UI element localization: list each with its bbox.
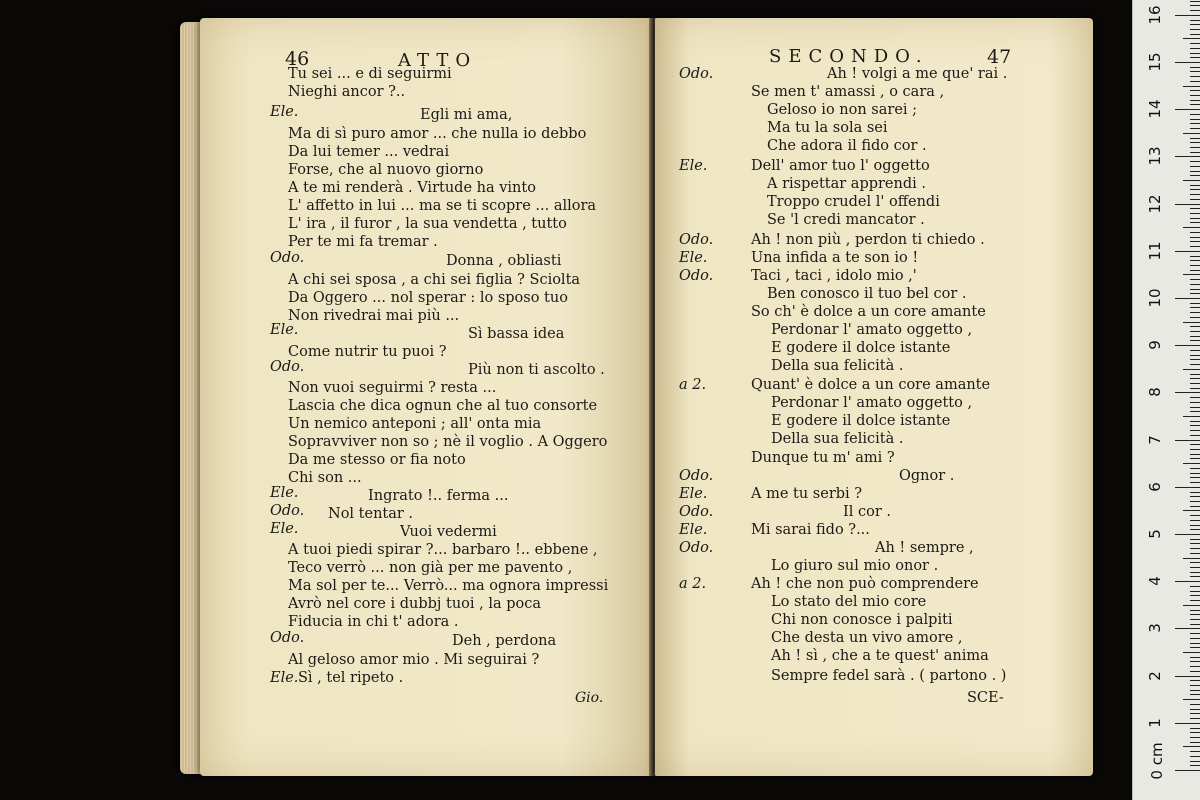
ruler-tick [1175, 581, 1200, 582]
text-line: L' affetto in lui ... ma se ti scopre ... allora [288, 198, 597, 214]
ruler-tick [1190, 633, 1200, 634]
ruler-tick [1190, 171, 1200, 172]
text-line: Ah ! sì , che a te quest' anima [771, 648, 989, 664]
speaker-label: Odo. [270, 630, 305, 646]
ruler-tick [1190, 166, 1200, 167]
ruler-tick [1175, 770, 1200, 771]
text-line: Vuoi vedermi [400, 524, 497, 540]
ruler-number: 5 [1146, 529, 1164, 539]
ruler-tick [1190, 477, 1200, 478]
ruler-tick [1190, 737, 1200, 738]
ruler-tick [1175, 156, 1200, 157]
ruler-tick [1190, 5, 1200, 6]
ruler-tick [1190, 189, 1200, 190]
ruler-tick [1190, 317, 1200, 318]
text-line: Ma di sì puro amor ... che nulla io debbo [288, 126, 587, 142]
ruler-tick [1190, 246, 1200, 247]
text-line: Ah ! volgi a me que' rai . [827, 66, 1008, 82]
ruler-number: 16 [1146, 5, 1164, 25]
text-line: Ma sol per te... Verrò... ma ognora impressi [288, 578, 609, 594]
ruler-tick [1175, 109, 1200, 110]
ruler-tick [1190, 307, 1200, 308]
text-line: Fiducia in chi t' adora . [288, 614, 459, 630]
ruler-tick [1183, 510, 1200, 511]
ruler-tick [1190, 67, 1200, 68]
text-line: Da lui temer ... vedrai [288, 144, 450, 160]
speaker-label: Odo. [679, 468, 714, 484]
ruler-number: 1 [1146, 718, 1164, 728]
ruler-tick [1190, 586, 1200, 587]
text-line: A me tu serbi ? [751, 486, 863, 502]
ruler-tick [1190, 661, 1200, 662]
ruler-tick [1175, 628, 1200, 629]
ruler-tick [1175, 204, 1200, 205]
text-line: Tu sei ... e di seguirmi [288, 66, 452, 82]
ruler-tick [1190, 751, 1200, 752]
ruler-tick [1190, 525, 1200, 526]
ruler-tick [1190, 482, 1200, 483]
ruler-tick [1190, 142, 1200, 143]
text-line: Ah ! che non può comprendere [751, 576, 979, 592]
text-line: Egli mi ama, [420, 107, 513, 123]
ruler-tick [1183, 699, 1200, 700]
ruler-tick [1190, 53, 1200, 54]
ruler-tick [1190, 515, 1200, 516]
text-line: Più non ti ascolto . [468, 362, 605, 378]
ruler-tick [1190, 402, 1200, 403]
ruler-tick [1183, 86, 1200, 87]
text-line: Non rivedrai mai più ... [288, 308, 460, 324]
ruler-number: 2 [1146, 670, 1164, 681]
ruler-tick [1190, 685, 1200, 686]
ruler-tick [1190, 742, 1200, 743]
text-line: Geloso io non sarei ; [767, 102, 918, 118]
ruler-tick [1190, 548, 1200, 549]
ruler-tick [1190, 81, 1200, 82]
page-number-left: 46 [285, 48, 310, 70]
ruler-tick [1190, 506, 1200, 507]
right-page [655, 18, 1093, 776]
ruler-tick [1190, 152, 1200, 153]
text-line: Della sua felicità . [771, 431, 904, 447]
ruler-tick [1190, 657, 1200, 658]
ruler-tick [1175, 15, 1200, 16]
ruler-tick [1190, 591, 1200, 592]
text-line: Perdonar l' amato oggetto , [771, 322, 973, 338]
page-header-left: ATTO [398, 50, 478, 71]
ruler-tick [1190, 435, 1200, 436]
text-line: Da me stesso or fia noto [288, 452, 466, 468]
ruler-tick [1190, 407, 1200, 408]
text-line: Il cor . [843, 504, 891, 520]
text-line: Taci , taci , idolo mio ,' [751, 268, 917, 284]
ruler-tick [1190, 468, 1200, 469]
ruler-tick [1190, 553, 1200, 554]
ruler-tick [1190, 397, 1200, 398]
text-line: Ben conosco il tuo bel cor . [767, 286, 967, 302]
ruler-tick [1190, 492, 1200, 493]
ruler-tick [1190, 595, 1200, 596]
text-line: Donna , obliasti [446, 253, 562, 269]
ruler-tick [1190, 732, 1200, 733]
ruler-tick [1190, 411, 1200, 412]
text-line: Forse, che al nuovo giorno [288, 162, 484, 178]
ruler-tick [1175, 345, 1200, 346]
ruler-tick [1175, 298, 1200, 299]
ruler-tick [1190, 147, 1200, 148]
text-line: Quant' è dolce a un core amante [751, 377, 991, 393]
text-line: Lo stato del mio core [771, 594, 927, 610]
ruler-tick [1190, 761, 1200, 762]
ruler-tick [1190, 138, 1200, 139]
ruler-tick [1190, 520, 1200, 521]
ruler-tick [1190, 199, 1200, 200]
text-line: Lo giuro sul mio onor . [771, 558, 939, 574]
text-line: Avrò nel core i dubbj tuoi , la poca [288, 596, 542, 612]
speaker-label: Odo. [679, 268, 714, 284]
speaker-label: Ele. [270, 485, 299, 501]
ruler-tick [1190, 312, 1200, 313]
ruler-tick [1190, 444, 1200, 445]
text-line: SCE- [967, 690, 1004, 706]
text-line: Chi non conosce i palpiti [771, 612, 953, 628]
text-line: Mi sarai fido ?... [751, 522, 870, 538]
ruler-tick [1175, 534, 1200, 535]
ruler-tick [1190, 765, 1200, 766]
ruler-number: 12 [1146, 194, 1164, 214]
text-line: Dell' amor tuo l' oggetto [751, 158, 930, 174]
text-line: Se men t' amassi , o cara , [751, 84, 945, 100]
ruler-tick [1190, 421, 1200, 422]
ruler-tick [1190, 161, 1200, 162]
ruler-tick [1190, 95, 1200, 96]
ruler-tick [1190, 529, 1200, 530]
ruler-tick [1190, 624, 1200, 625]
ruler-tick [1190, 100, 1200, 101]
ruler-tick [1183, 227, 1200, 228]
text-line: A tuoi piedi spirar ?... barbaro !.. ebbene , [288, 542, 598, 558]
text-line: Deh , perdona [452, 633, 557, 649]
ruler-tick [1190, 119, 1200, 120]
ruler-tick [1190, 303, 1200, 304]
ruler-tick [1175, 392, 1200, 393]
left-page [200, 18, 652, 776]
ruler-number: 4 [1146, 576, 1164, 586]
speaker-label: Odo. [679, 540, 714, 556]
ruler-tick [1190, 425, 1200, 426]
text-line: Sì , tel ripeto . [298, 670, 404, 686]
ruler-tick [1190, 20, 1200, 21]
text-line: Che desta un vivo amore , [771, 630, 963, 646]
ruler-tick [1190, 378, 1200, 379]
ruler-tick [1190, 713, 1200, 714]
text-line: E godere il dolce istante [771, 340, 951, 356]
speaker-label: Odo. [270, 503, 305, 519]
ruler-tick [1190, 293, 1200, 294]
text-line: E godere il dolce istante [771, 413, 951, 429]
ruler-tick [1183, 746, 1200, 747]
ruler-tick [1190, 562, 1200, 563]
page-number-right: 47 [987, 46, 1012, 68]
ruler-number: 15 [1146, 52, 1164, 72]
ruler-tick [1190, 350, 1200, 351]
ruler-tick [1190, 690, 1200, 691]
ruler-tick [1190, 10, 1200, 11]
text-line: Perdonar l' amato oggetto , [771, 395, 973, 411]
text-line: Per te mi fa tremar . [288, 234, 438, 250]
ruler-tick [1183, 558, 1200, 559]
speaker-label: a 2. [679, 377, 707, 393]
ruler-tick [1190, 709, 1200, 710]
ruler-tick [1190, 284, 1200, 285]
ruler-tick [1190, 175, 1200, 176]
text-line: Dunque tu m' ami ? [751, 450, 895, 466]
ruler-number: 3 [1146, 623, 1164, 634]
ruler-number: 7 [1146, 434, 1164, 445]
ruler-tick [1190, 643, 1200, 644]
ruler-tick [1183, 274, 1200, 275]
ruler-tick [1190, 265, 1200, 266]
ruler-tick [1183, 463, 1200, 464]
ruler-tick [1190, 237, 1200, 238]
ruler-tick [1183, 369, 1200, 370]
ruler-number: 11 [1146, 241, 1164, 261]
ruler-tick [1190, 213, 1200, 214]
ruler-tick [1190, 647, 1200, 648]
ruler-number: 9 [1146, 340, 1164, 350]
ruler-tick [1190, 473, 1200, 474]
ruler-tick [1190, 567, 1200, 568]
ruler-tick [1190, 114, 1200, 115]
ruler-tick [1183, 416, 1200, 417]
ruler-tick [1190, 104, 1200, 105]
ruler-tick [1190, 90, 1200, 91]
speaker-label: Ele. [679, 250, 708, 266]
ruler-number: 8 [1146, 387, 1164, 398]
ruler-tick [1190, 539, 1200, 540]
ruler-tick [1175, 440, 1200, 441]
page-header-right: SECONDO. [769, 46, 929, 67]
ruler-tick [1190, 71, 1200, 72]
ruler-tick [1190, 123, 1200, 124]
ruler-tick [1190, 289, 1200, 290]
text-line: Da Oggero ... nol sperar : lo sposo tuo [288, 290, 568, 306]
ruler-tick [1190, 388, 1200, 389]
text-line: A te mi renderà . Virtude ha vinto [288, 180, 536, 196]
text-line: Sì bassa idea [468, 326, 565, 342]
speaker-label: Odo. [679, 66, 714, 82]
ruler-tick [1190, 232, 1200, 233]
text-line: Ah ! non più , perdon ti chiedo . [751, 232, 985, 248]
ruler-tick [1190, 756, 1200, 757]
ruler-tick [1183, 133, 1200, 134]
speaker-label: Odo. [679, 504, 714, 520]
ruler-tick [1190, 694, 1200, 695]
speaker-label: Ele. [679, 522, 708, 538]
ruler-tick [1190, 270, 1200, 271]
ruler-tick [1175, 251, 1200, 252]
ruler-tick [1190, 43, 1200, 44]
text-line: Nol tentar . [328, 506, 414, 522]
ruler-tick [1190, 364, 1200, 365]
ruler-tick [1190, 610, 1200, 611]
text-line: So ch' è dolce a un core amante [751, 304, 986, 320]
text-line: Non vuoi seguirmi ? resta ... [288, 380, 497, 396]
ruler-tick [1183, 652, 1200, 653]
text-line: Ah ! sempre , [875, 540, 974, 556]
ruler-number: 10 [1146, 288, 1164, 308]
speaker-label: Odo. [270, 359, 305, 375]
ruler-tick [1190, 34, 1200, 35]
ruler-tick [1190, 449, 1200, 450]
ruler-tick [1190, 614, 1200, 615]
ruler-tick [1190, 194, 1200, 195]
ruler-tick [1190, 24, 1200, 25]
text-line: Nieghi ancor ?.. [288, 84, 406, 100]
speaker-label: Odo. [270, 250, 305, 266]
ruler-tick [1190, 1, 1200, 2]
text-line: A chi sei sposa , a chi sei figlia ? Sciolta [288, 272, 581, 288]
ruler-tick [1190, 718, 1200, 719]
book-page-edges [180, 22, 202, 774]
ruler-tick [1190, 208, 1200, 209]
ruler-tick [1190, 326, 1200, 327]
ruler-tick [1190, 355, 1200, 356]
ruler-tick [1190, 671, 1200, 672]
ruler-tick [1175, 676, 1200, 677]
ruler-tick [1190, 359, 1200, 360]
ruler-tick [1190, 279, 1200, 280]
text-line: Ingrato !.. ferma ... [368, 488, 509, 504]
ruler-tick [1190, 336, 1200, 337]
ruler-number: 13 [1146, 146, 1164, 166]
ruler-tick [1190, 666, 1200, 667]
ruler-tick [1190, 128, 1200, 129]
ruler-tick [1190, 458, 1200, 459]
text-line: Ognor . [899, 468, 955, 484]
ruler-tick [1190, 430, 1200, 431]
ruler-tick [1183, 322, 1200, 323]
ruler-tick [1190, 76, 1200, 77]
speaker-label: Ele. [270, 670, 299, 686]
text-line: Una infida a te son io ! [751, 250, 919, 266]
ruler-tick [1190, 728, 1200, 729]
ruler-number: 14 [1146, 99, 1164, 119]
ruler-tick [1190, 638, 1200, 639]
text-line: Un nemico anteponi ; all' onta mia [288, 416, 542, 432]
speaker-label: Ele. [679, 486, 708, 502]
ruler-tick [1183, 180, 1200, 181]
ruler-tick [1190, 496, 1200, 497]
ruler-tick [1175, 723, 1200, 724]
ruler-tick [1190, 374, 1200, 375]
ruler-tick [1175, 487, 1200, 488]
ruler-tick [1175, 62, 1200, 63]
ruler-tick [1190, 704, 1200, 705]
text-line: Come nutrir tu puoi ? [288, 344, 447, 360]
ruler-tick [1190, 57, 1200, 58]
speaker-label: Odo. [679, 232, 714, 248]
ruler-tick [1183, 605, 1200, 606]
text-line: Lascia che dica ognun che al tuo consorte [288, 398, 598, 414]
ruler-tick [1190, 331, 1200, 332]
text-line: A rispettar apprendi . [767, 176, 926, 192]
speaker-label: Ele. [270, 521, 299, 537]
ruler-tick [1190, 600, 1200, 601]
speaker-label: Ele. [679, 158, 708, 174]
ruler-tick [1190, 241, 1200, 242]
text-line: Sopravviver non so ; nè il voglio . A Oggero [288, 434, 608, 450]
ruler-tick [1190, 576, 1200, 577]
speaker-label: Ele. [270, 104, 299, 120]
ruler-tick [1190, 619, 1200, 620]
ruler-tick [1190, 260, 1200, 261]
ruler-tick [1190, 48, 1200, 49]
text-line: Sempre fedel sarà . ( partono . ) [771, 668, 1007, 684]
ruler-unit-label: 0 cm [1148, 742, 1166, 780]
ruler-tick [1190, 501, 1200, 502]
ruler-tick [1190, 680, 1200, 681]
ruler-tick [1183, 38, 1200, 39]
ruler-tick [1190, 572, 1200, 573]
ruler-tick [1190, 543, 1200, 544]
text-line: Ma tu la sola sei [767, 120, 888, 136]
speaker-label: a 2. [679, 576, 707, 592]
ruler-tick [1190, 256, 1200, 257]
ruler-number: 6 [1146, 482, 1164, 492]
ruler-tick [1190, 340, 1200, 341]
catchword-left: Gio. [575, 690, 604, 706]
speaker-label: Ele. [270, 322, 299, 338]
text-line: Troppo crudel l' offendi [767, 194, 940, 210]
text-line: Teco verrò ... non già per me pavento , [288, 560, 573, 576]
text-line: Al geloso amor mio . Mi seguirai ? [288, 652, 540, 668]
text-line: Se 'l credi mancator . [767, 212, 925, 228]
text-line: Chi son ... [288, 470, 362, 486]
ruler-tick [1190, 218, 1200, 219]
text-line: Della sua felicità . [771, 358, 904, 374]
ruler-tick [1190, 185, 1200, 186]
ruler-tick [1190, 29, 1200, 30]
measurement-ruler [1132, 0, 1200, 800]
ruler-tick [1190, 454, 1200, 455]
text-line: Che adora il fido cor . [767, 138, 927, 154]
ruler-tick [1190, 383, 1200, 384]
text-line: L' ira , il furor , la sua vendetta , tutto [288, 216, 567, 232]
ruler-tick [1190, 222, 1200, 223]
